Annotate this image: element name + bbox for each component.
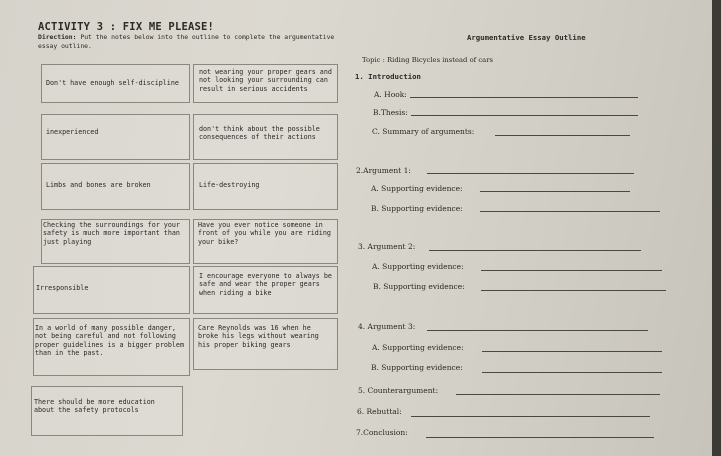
- outline-rebuttal-blank[interactable]: [411, 416, 650, 417]
- outline-argument-1-blank[interactable]: [427, 173, 634, 174]
- note-box: [41, 219, 190, 264]
- outline-hook-blank[interactable]: [410, 97, 638, 98]
- outline-conclusion-blank[interactable]: [426, 437, 654, 438]
- outline-arg2-evidence-a-blank[interactable]: [481, 270, 662, 271]
- note-text: Have you ever notice someone in front of you while you are riding your bike?: [198, 221, 331, 246]
- note-box: [41, 64, 190, 103]
- note-text: Irresponsible: [36, 284, 89, 292]
- note-box: [193, 219, 338, 264]
- outline-summary-blank[interactable]: [495, 135, 630, 136]
- outline-argument-1: 2.Argument 1:: [356, 166, 411, 175]
- outline-argument-2-blank[interactable]: [429, 250, 641, 251]
- note-box: [31, 386, 183, 436]
- background-edge: [712, 0, 721, 456]
- outline-argument-3-blank[interactable]: [427, 330, 648, 331]
- outline-arg1-evidence-b-blank[interactable]: [480, 211, 660, 212]
- direction-body: Put the notes below into the outline to complete the argumentative essay outline.: [38, 33, 335, 50]
- note-box: [193, 266, 338, 314]
- outline-introduction: 1. Introduction: [355, 72, 421, 81]
- note-text: not wearing your proper gears and not looking your surrounding can result in serious accidents: [199, 68, 332, 93]
- outline-argument-3: 4. Argument 3:: [358, 322, 416, 331]
- outline-counterargument: 5. Counterargument:: [358, 386, 439, 395]
- direction-label: Direction:: [38, 33, 77, 41]
- note-box: [41, 163, 190, 210]
- outline-arg3-evidence-a-label: A. Supporting evidence:: [372, 343, 464, 352]
- note-text: Life-destroying: [199, 181, 260, 189]
- outline-arg1-evidence-a-blank[interactable]: [480, 191, 630, 192]
- note-box: [193, 318, 338, 370]
- note-box: [193, 64, 338, 103]
- outline-counterargument-blank[interactable]: [456, 394, 660, 395]
- note-text: inexperienced: [46, 128, 99, 136]
- note-text: In a world of many possible danger, not being careful and not following proper guidelines is a bigger problem than in the past.: [35, 324, 184, 357]
- note-box: [33, 318, 190, 376]
- note-text: There should be more education about the safety protocols: [34, 398, 155, 415]
- outline-topic: Topic : Riding Bicycles instead of cars: [362, 56, 493, 64]
- activity-title: ACTIVITY 3 : FIX ME PLEASE!: [38, 21, 215, 33]
- note-text: Don't have enough self-discipline: [46, 79, 179, 87]
- note-text: Care Reynolds was 16 when he broke his legs without wearing his proper biking gears: [198, 324, 319, 349]
- outline-arg2-evidence-b-label: B. Supporting evidence:: [373, 282, 465, 291]
- note-text: Limbs and bones are broken: [46, 181, 151, 189]
- note-box: [193, 163, 338, 210]
- note-text: don't think about the possible consequences of their actions: [199, 125, 320, 142]
- note-box: [41, 114, 190, 160]
- outline-arg2-evidence-a-label: A. Supporting evidence:: [372, 262, 464, 271]
- outline-thesis-label: B.Thesis:: [373, 108, 408, 117]
- note-box: [193, 114, 338, 160]
- outline-hook-label: A. Hook:: [374, 90, 407, 99]
- note-text: I encourage everyone to always be safe and wear the proper gears when riding a bike: [199, 272, 332, 297]
- outline-arg3-evidence-a-blank[interactable]: [482, 351, 662, 352]
- outline-rebuttal: 6. Rebuttal:: [357, 407, 402, 416]
- outline-arg3-evidence-b-label: B. Supporting evidence:: [371, 363, 463, 372]
- outline-arg1-evidence-b-label: B. Supporting evidence:: [371, 204, 463, 213]
- outline-arg3-evidence-b-blank[interactable]: [482, 372, 662, 373]
- outline-arg2-evidence-b-blank[interactable]: [481, 290, 666, 291]
- outline-summary-label: C. Summary of arguments:: [372, 127, 475, 136]
- outline-thesis-blank[interactable]: [411, 115, 638, 116]
- direction-text: [38, 33, 350, 50]
- outline-arg1-evidence-a-label: A. Supporting evidence:: [371, 184, 463, 193]
- outline-heading: Argumentative Essay Outline: [467, 33, 586, 42]
- outline-conclusion: 7.Conclusion:: [356, 428, 408, 437]
- note-box: [33, 266, 190, 314]
- note-text: Checking the surroundings for your safety is much more important than just playing: [43, 221, 180, 246]
- outline-argument-2: 3. Argument 2:: [358, 242, 416, 251]
